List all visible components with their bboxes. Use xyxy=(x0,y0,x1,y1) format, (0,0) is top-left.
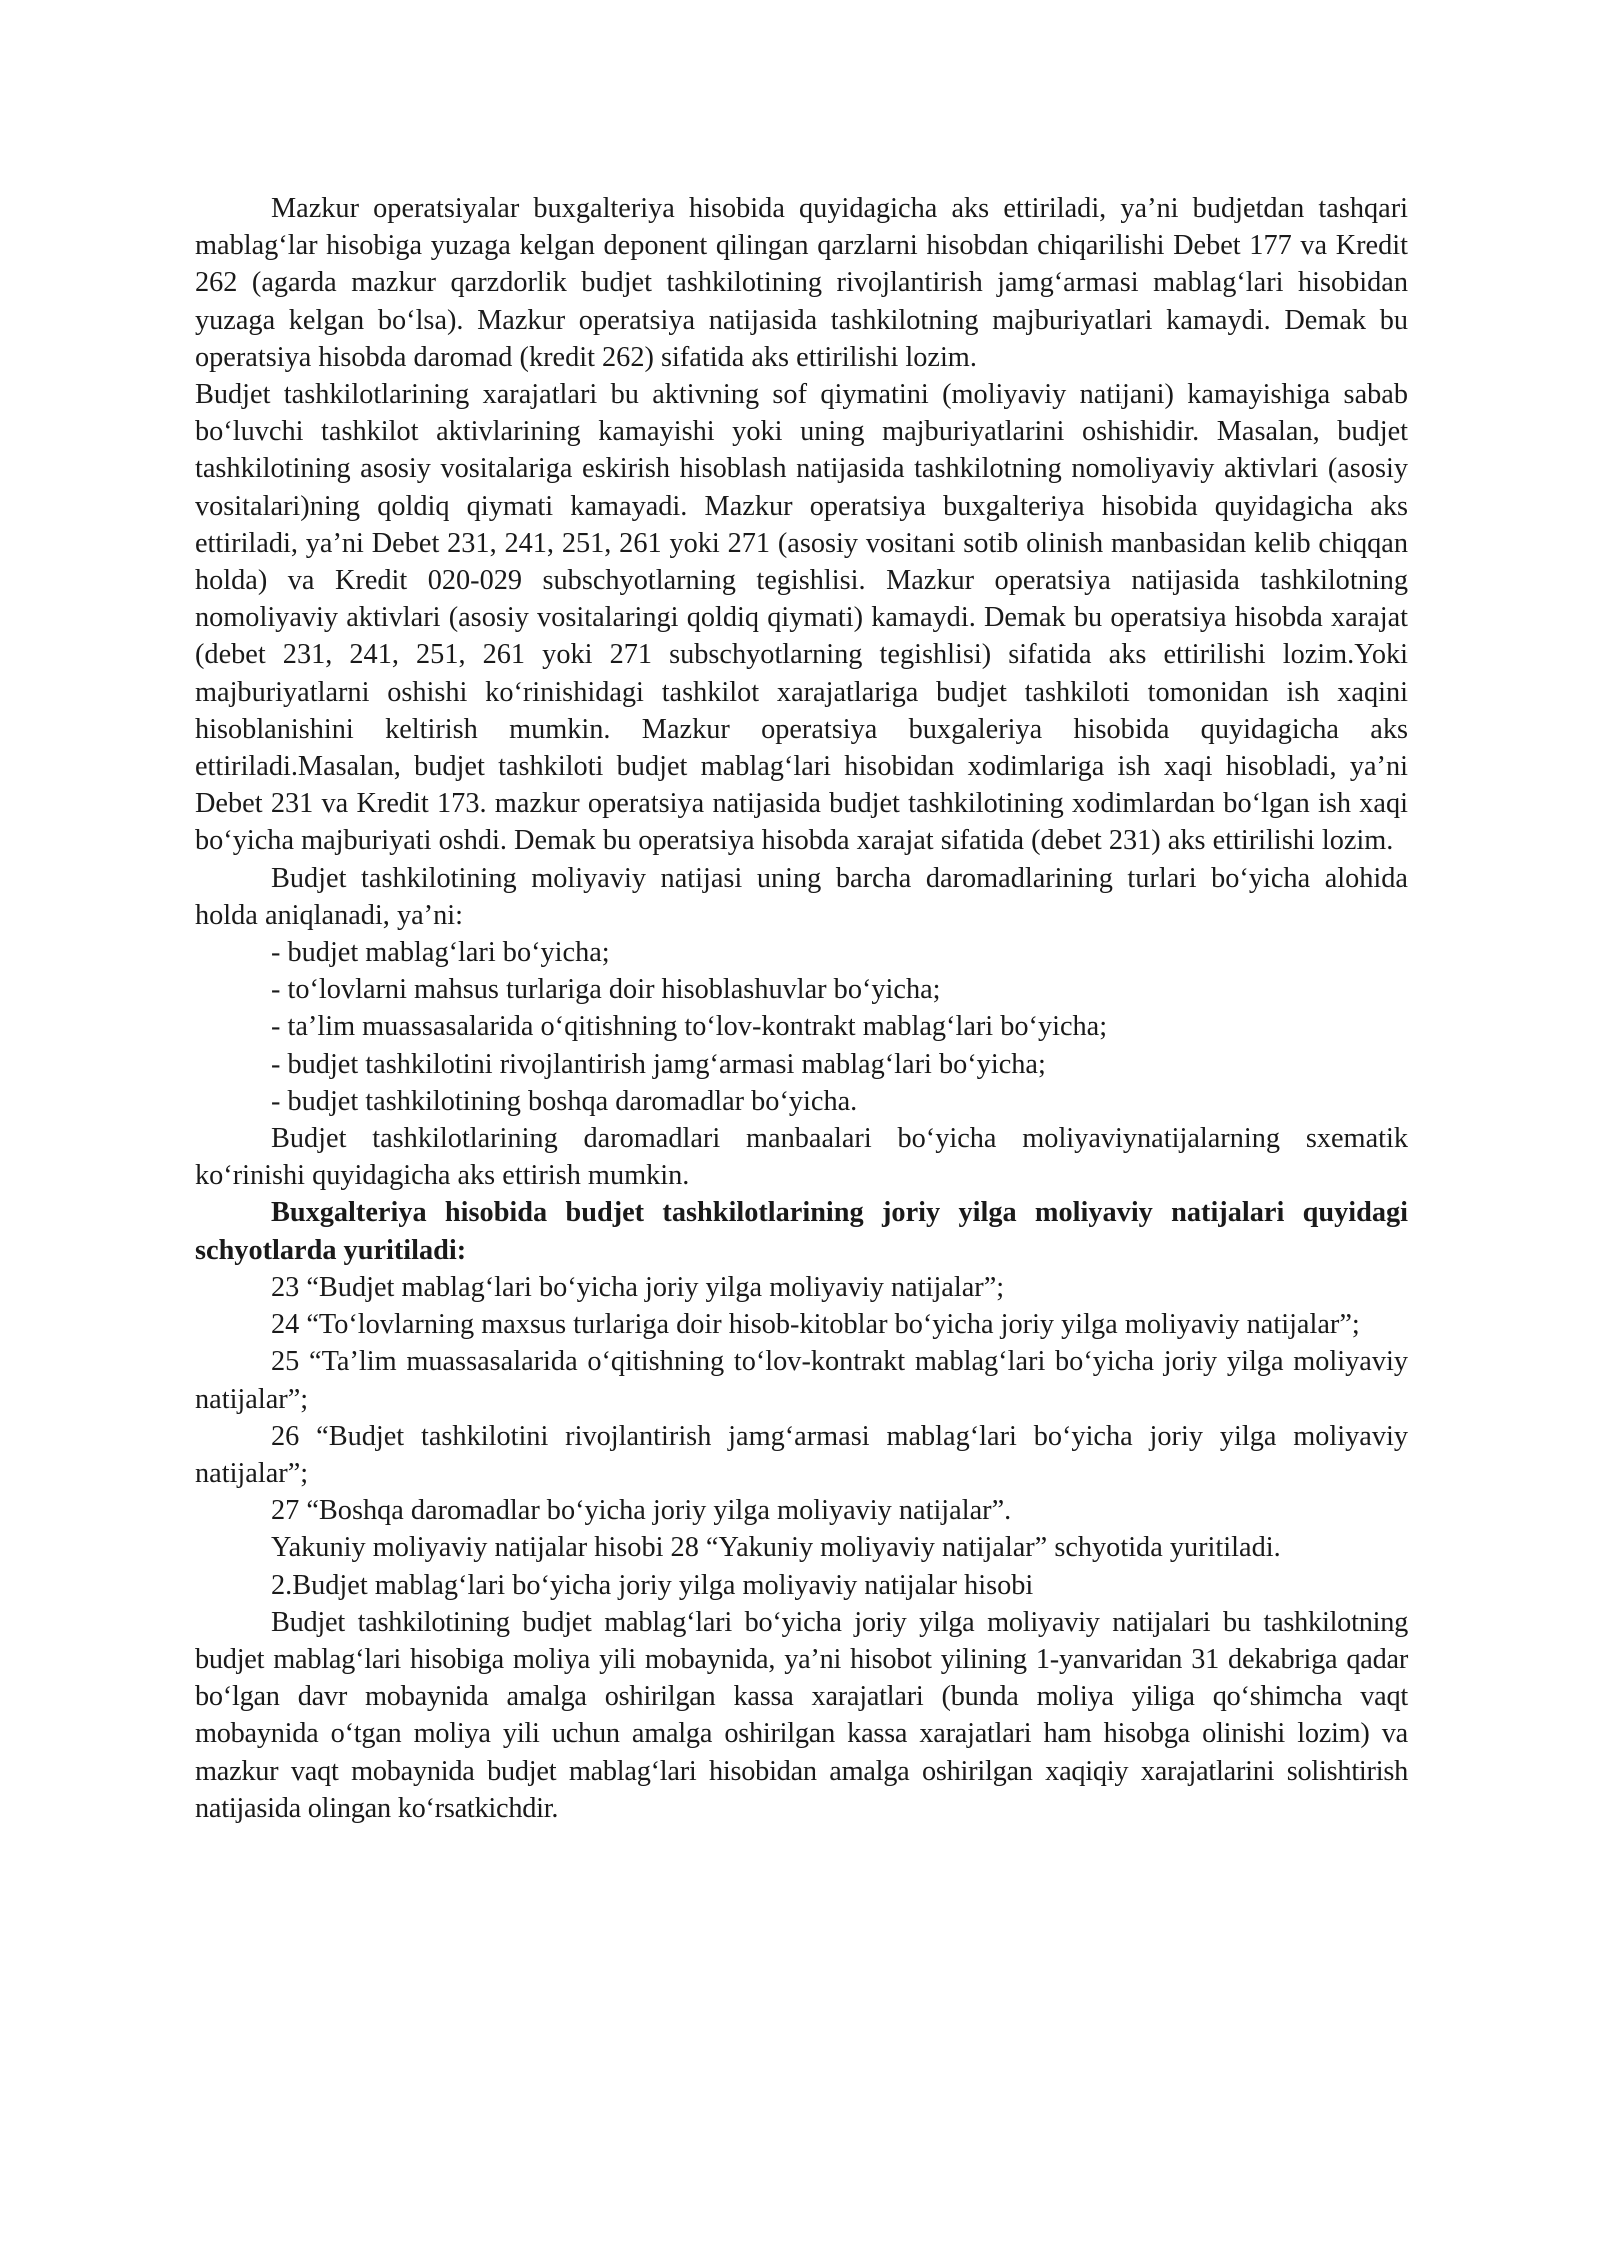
list-item: - to‘lovlarni mahsus turlariga doir hisoblashuvlar bo‘yicha; xyxy=(271,974,941,1006)
paragraph-budjet-mablaglari: Budjet tashkilotining budjet mablag‘lari bo‘yicha joriy yilga moliyaviy natijalari bu tashkilotning budjet mablag‘lari hisobiga moliya yili mobaynida, ya’ni hisobot yilining 1-yanvaridan 31 dekabriga qadar bo‘lgan davr mobaynida amalga oshirilgan kassa xarajatlari (bunda moliya yiliga qo‘shimcha vaqt mobaynida o‘tgan moliya yili uchun amalga oshirilgan kassa xarajatlari ham hisobga olinishi lozim) va mazkur vaqt mobaynida budjet mablag‘lari hisobidan amalga oshirilgan xaqiqiy xarajatlarini solishtirish natijasida olingan ko‘rsatkichdir. xyxy=(195,1606,1408,1824)
account-item: 26 “Budjet tashkilotini rivojlantirish jamg‘armasi mablag‘lari bo‘yicha joriy yilga moliyaviy natijalar”; xyxy=(195,1420,1408,1489)
list-item: - budjet tashkilotining boshqa daromadlar bo‘yicha. xyxy=(271,1085,858,1117)
account-item: 23 “Budjet mablag‘lari bo‘yicha joriy yilga moliyaviy natijalar”; xyxy=(271,1271,1005,1303)
account-item: 25 “Ta’lim muassasalarida o‘qitishning to‘lov-kontrakt mablag‘lari bo‘yicha joriy yilga moliyaviy natijalar”; xyxy=(195,1346,1408,1415)
paragraph-moliyaviy-natija: Budjet tashkilotining moliyaviy natijasi uning barcha daromadlarining turlari bo‘yicha alohida holda aniqlanadi, ya’ni: xyxy=(195,862,1408,931)
section-heading: 2.Budjet mablag‘lari bo‘yicha joriy yilga moliyaviy natijalar hisobi xyxy=(271,1569,1034,1601)
paragraph-budjet-xarajatlari: Budjet tashkilotlarining xarajatlari bu aktivning sof qiymatini (moliyaviy natijani) kamayishiga sabab bo‘luvchi tashkilot aktivlarining kamayishi yoki uning majburiyatlarini oshishidir. Masalan, budjet tashkilotining asosiy vositalariga eskirish hisoblash natijasida tashkilotning nomoliyaviy aktivlari (asosiy vositalari)ning qoldiq qiymati kamayadi. Mazkur operatsiya buxgalteriya hisobida quyidagicha aks ettiriladi, ya’ni Debet 231, 241, 251, 261 yoki 271 (asosiy vositani sotib olinish manbasidan kelib chiqqan holda) va Kredit 020-029 subschyotlarning tegishlisi. Mazkur operatsiya natijasida tashkilotning nomoliyaviy aktivlari (asosiy vositalaringi qoldiq qiymati) kamaydi. Demak bu operatsiya hisobda xarajat (debet 231, 241, 251, 261 yoki 271 subschyotlarning tegishlisi) sifatida aks ettirilishi lozim.Yoki majburiyatlarni oshishi ko‘rinishidagi tashkilot xarajatlariga budjet tashkiloti tomonidan ish xaqini hisoblanishini keltirish mumkin. Mazkur operatsiya buxgaleriya hisobida quyidagicha aks ettiriladi.Masalan, budjet tashkiloti budjet mablag‘lari hisobidan xodimlariga ish xaqi hisobladi, ya’ni Debet 231 va Kredit 173. mazkur operatsiya natijasida budjet tashkilotining xodimlardan bo‘lgan ish xaqi bo‘yicha majburiyati oshdi. Demak bu operatsiya hisobda xarajat sifatida (debet 231) aks ettirilishi lozim. xyxy=(195,379,1408,857)
income-types-list xyxy=(195,934,1408,1120)
paragraph-debet-177-kredit-262: Mazkur operatsiyalar buxgalteriya hisobida quyidagicha aks ettiriladi, ya’ni budjetdan tashqari mablag‘lar hisobiga yuzaga kelgan deponent qilingan qarzlarni hisobdan chiqarilishi Debet 177 va Kredit 262 (agarda mazkur qarzdorlik budjet tashkilotining rivojlantirish jamg‘armasi mablag‘lari hisobidan yuzaga kelgan bo‘lsa). Mazkur operatsiya natijasida tashkilotning majburiyatlari kamaydi. Demak bu operatsiya hisobda daromad (kredit 262) sifatida aks ettirilishi lozim. xyxy=(195,193,1408,373)
accounts-list xyxy=(195,1269,1408,1529)
account-item: 24 “To‘lovlarning maxsus turlariga doir hisob-kitoblar bo‘yicha joriy yilga moliyaviy natijalar”; xyxy=(271,1309,1360,1341)
paragraph-yakuniy: Yakuniy moliyaviy natijalar hisobi 28 “Yakuniy moliyaviy natijalar” schyotida yuritiladi. xyxy=(271,1532,1281,1564)
paragraph-sxematik: Budjet tashkilotlarining daromadlari manbaalari bo‘yicha moliyaviynatijalarning sxematik ko‘rinishi quyidagicha aks ettirish mumkin. xyxy=(195,1123,1408,1192)
account-item: 27 “Boshqa daromadlar bo‘yicha joriy yilga moliyaviy natijalar”. xyxy=(271,1495,1012,1527)
list-item: - budjet tashkilotini rivojlantirish jamg‘armasi mablag‘lari bo‘yicha; xyxy=(271,1048,1046,1080)
list-item: - ta’lim muassasalarida o‘qitishning to‘lov-kontrakt mablag‘lari bo‘yicha; xyxy=(271,1011,1108,1043)
bold-heading-schyotlar: Buxgalteriya hisobida budjet tashkilotlarining joriy yilga moliyaviy natijalari quyidagi schyotlarda yuritiladi: xyxy=(195,1197,1408,1266)
list-item: - budjet mablag‘lari bo‘yicha; xyxy=(271,937,610,969)
